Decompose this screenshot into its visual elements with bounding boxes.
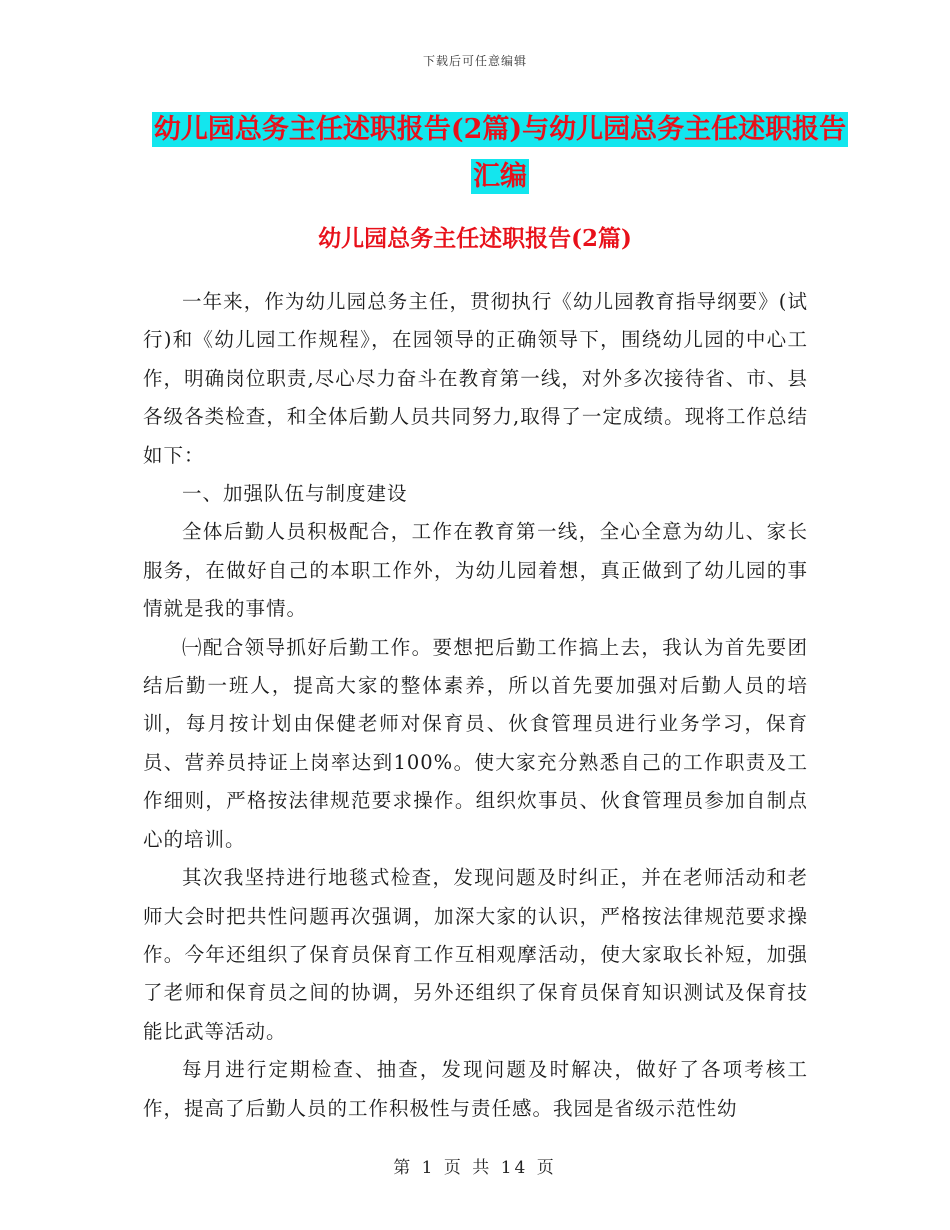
- document-body: [143, 283, 808, 1128]
- body-paragraph: 其次我坚持进行地毯式检查，发现问题及时纠正，并在老师活动和老师大会时把共性问题再次强调，加深大家的认识，严格按法律规范要求操作。今年还组织了保育员保育工作互相观摩活动，使大家取长补短，加强了老师和保育员之间的协调，另外还组织了保育员保育知识测试及保育技能比武等活动。: [143, 866, 808, 1043]
- body-paragraph: ㈠配合领导抓好后勤工作。要想把后勤工作搞上去，我认为首先要团结后勤一班人，提高大家的整体素养，所以首先要加强对后勤人员的培训，每月按计划由保健老师对保育员、伙食管理员进行业务学习，保育员、营养员持证上岗率达到100%。使大家充分熟悉自己的工作职责及工作细则，严格按法律规范要求操作。组织炊事员、伙食管理员参加自制点心的培训。: [143, 635, 808, 851]
- page-number: 第 1 页 共 14 页: [393, 1158, 557, 1178]
- document-title-text: 幼儿园总务主任述职报告(2篇)与幼儿园总务主任述职报告汇编: [153, 114, 847, 192]
- body-paragraph: 一年来，作为幼儿园总务主任，贯彻执行《幼儿园教育指导纲要》(试行)和《幼儿园工作规程》，在园领导的正确领导下，围绕幼儿园的中心工作，明确岗位职责,尽心尽力奋斗在教育第一线，对外多次接待省、市、县各级各类检查，和全体后勤人员共同努力,取得了一定成绩。现将工作总结如下：: [143, 290, 808, 467]
- section-heading: 一、加强队伍与制度建设: [182, 482, 408, 506]
- body-paragraph: 全体后勤人员积极配合，工作在教育第一线，全心全意为幼儿、家长服务，在做好自己的本职工作外，为幼儿园着想，真正做到了幼儿园的事情就是我的事情。: [143, 520, 808, 621]
- section-title: 幼儿园总务主任述职报告(2篇): [318, 225, 632, 252]
- header-note: 下载后可任意编辑: [422, 54, 527, 68]
- body-paragraph: 每月进行定期检查、抽查，发现问题及时解决，做好了各项考核工作，提高了后勤人员的工作积极性与责任感。我园是省级示范性幼: [143, 1058, 808, 1120]
- document-title: [140, 106, 860, 200]
